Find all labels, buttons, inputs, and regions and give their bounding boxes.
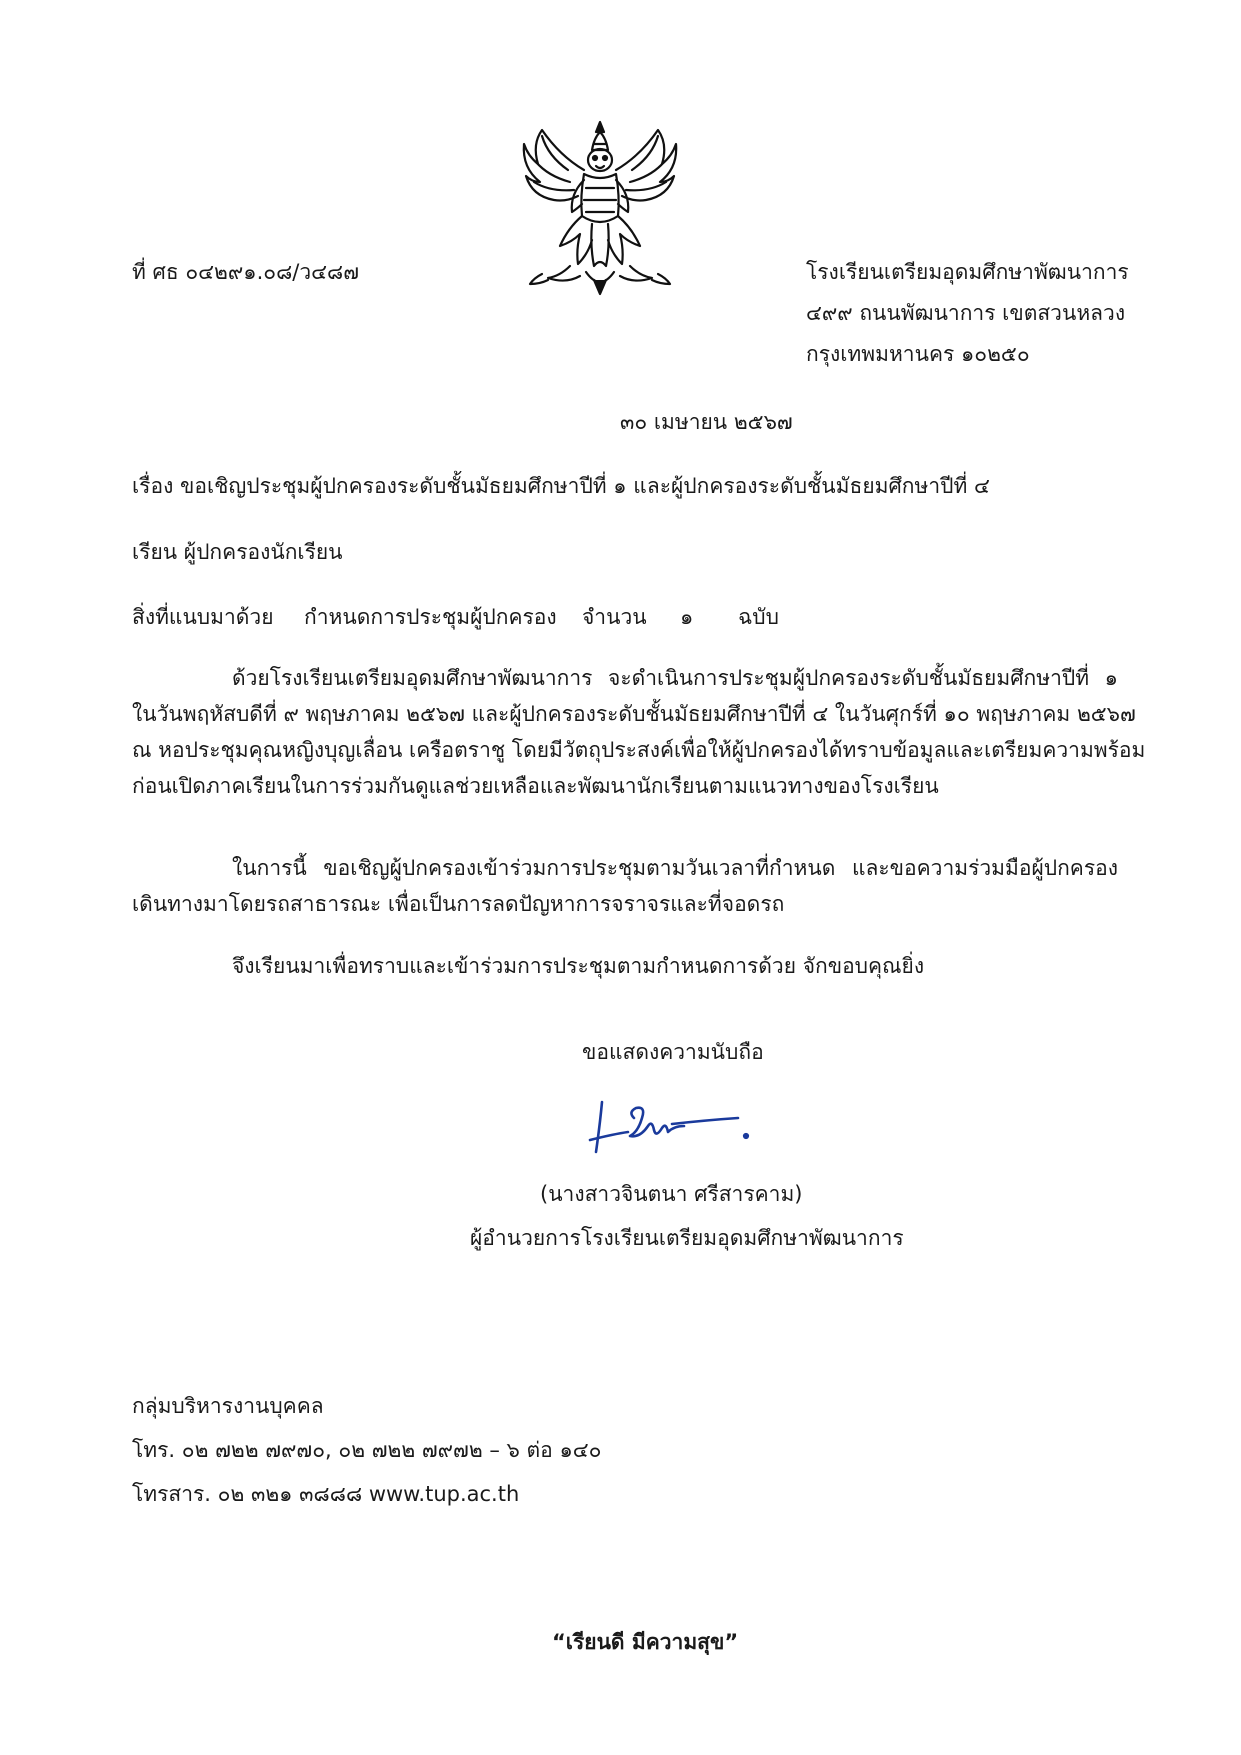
document-number: ที่ ศธ ๐๔๒๙๑.๐๘/ว๔๘๗ xyxy=(132,260,360,284)
paragraph-line: ในวันพฤหัสบดีที่ ๙ พฤษภาคม ๒๕๖๗ และผู้ปกครองระดับชั้นมัธยมศึกษาปีที่ ๔ ในวันศุกร์ที่ ๑๐ พฤษภาคม ๒๕๖๗ xyxy=(132,702,1136,726)
paragraph-line: ด้วยโรงเรียนเตรียมอุดมศึกษาพัฒนาการ จะดำเนินการประชุมผู้ปกครองระดับชั้นมัธยมศึกษาปีที่ ๑ xyxy=(232,666,1118,690)
paragraph-line: จึงเรียนมาเพื่อทราบและเข้าร่วมการประชุมตามกำหนดการด้วย จักขอบคุณยิ่ง xyxy=(232,954,925,978)
signer-position: ผู้อำนวยการโรงเรียนเตรียมอุดมศึกษาพัฒนาการ xyxy=(470,1226,904,1250)
paragraph-line: ในการนี้ ขอเชิญผู้ปกครองเข้าร่วมการประชุมตามวันเวลาที่กำหนด และขอความร่วมมือผู้ปกครอง xyxy=(232,856,1118,880)
school-name: โรงเรียนเตรียมอุดมศึกษาพัฒนาการ xyxy=(806,260,1129,284)
enclosure-item: กำหนดการประชุมผู้ปกครอง xyxy=(304,605,557,629)
closing-salutation: ขอแสดงความนับถือ xyxy=(582,1040,764,1064)
school-motto: “เรียนดี มีความสุข” xyxy=(552,1630,739,1654)
letter-date: ๓๐ เมษายน ๒๕๖๗ xyxy=(620,410,793,434)
letter-subject: เรื่อง ขอเชิญประชุมผู้ปกครองระดับชั้นมัธยมศึกษาปีที่ ๑ และผู้ปกครองระดับชั้นมัธยมศึกษาปีที่ ๔ xyxy=(132,474,990,498)
garuda-emblem-icon xyxy=(520,116,680,298)
school-address-block xyxy=(806,258,1129,381)
paragraph-line: เดินทางมาโดยรถสาธารณะ เพื่อเป็นการลดปัญหาการจราจรและที่จอดรถ xyxy=(132,892,785,916)
enclosure-count-label: จำนวน xyxy=(582,605,647,629)
body-paragraph-2 xyxy=(132,850,1118,922)
enclosure-label: สิ่งที่แนบมาด้วย xyxy=(132,605,274,629)
paragraph-line: ณ หอประชุมคุณหญิงบุญเลื่อน เครือตราชู โดยมีวัตถุประสงค์เพื่อให้ผู้ปกครองได้ทราบข้อมูลและเตรียมความพร้อม xyxy=(132,738,1146,762)
body-paragraph-1 xyxy=(132,660,1146,804)
signature-icon xyxy=(588,1092,758,1162)
footer-department: กลุ่มบริหารงานบุคคล xyxy=(132,1394,324,1418)
enclosure-count: ๑ xyxy=(680,605,694,629)
school-address-line1: ๔๙๙ ถนนพัฒนาการ เขตสวนหลวง xyxy=(806,301,1126,325)
letter-recipient: เรียน ผู้ปกครองนักเรียน xyxy=(132,540,343,564)
school-address-line2: กรุงเทพมหานคร ๑๐๒๕๐ xyxy=(806,342,1030,366)
signer-name: (นางสาวจินตนา ศรีสารคาม) xyxy=(540,1182,803,1206)
footer-fax-website: โทรสาร. ๐๒ ๓๒๑ ๓๘๘๘ www.tup.ac.th xyxy=(132,1482,520,1506)
footer-phone: โทร. ๐๒ ๗๒๒ ๗๙๗๐, ๐๒ ๗๒๒ ๗๙๗๒ – ๖ ต่อ ๑๔๐ xyxy=(132,1438,602,1462)
enclosure-line xyxy=(132,603,779,631)
enclosure-unit: ฉบับ xyxy=(738,605,779,629)
body-paragraph-3 xyxy=(132,948,1118,984)
paragraph-line: ก่อนเปิดภาคเรียนในการร่วมกันดูแลช่วยเหลือและพัฒนานักเรียนตามแนวทางของโรงเรียน xyxy=(132,774,939,798)
